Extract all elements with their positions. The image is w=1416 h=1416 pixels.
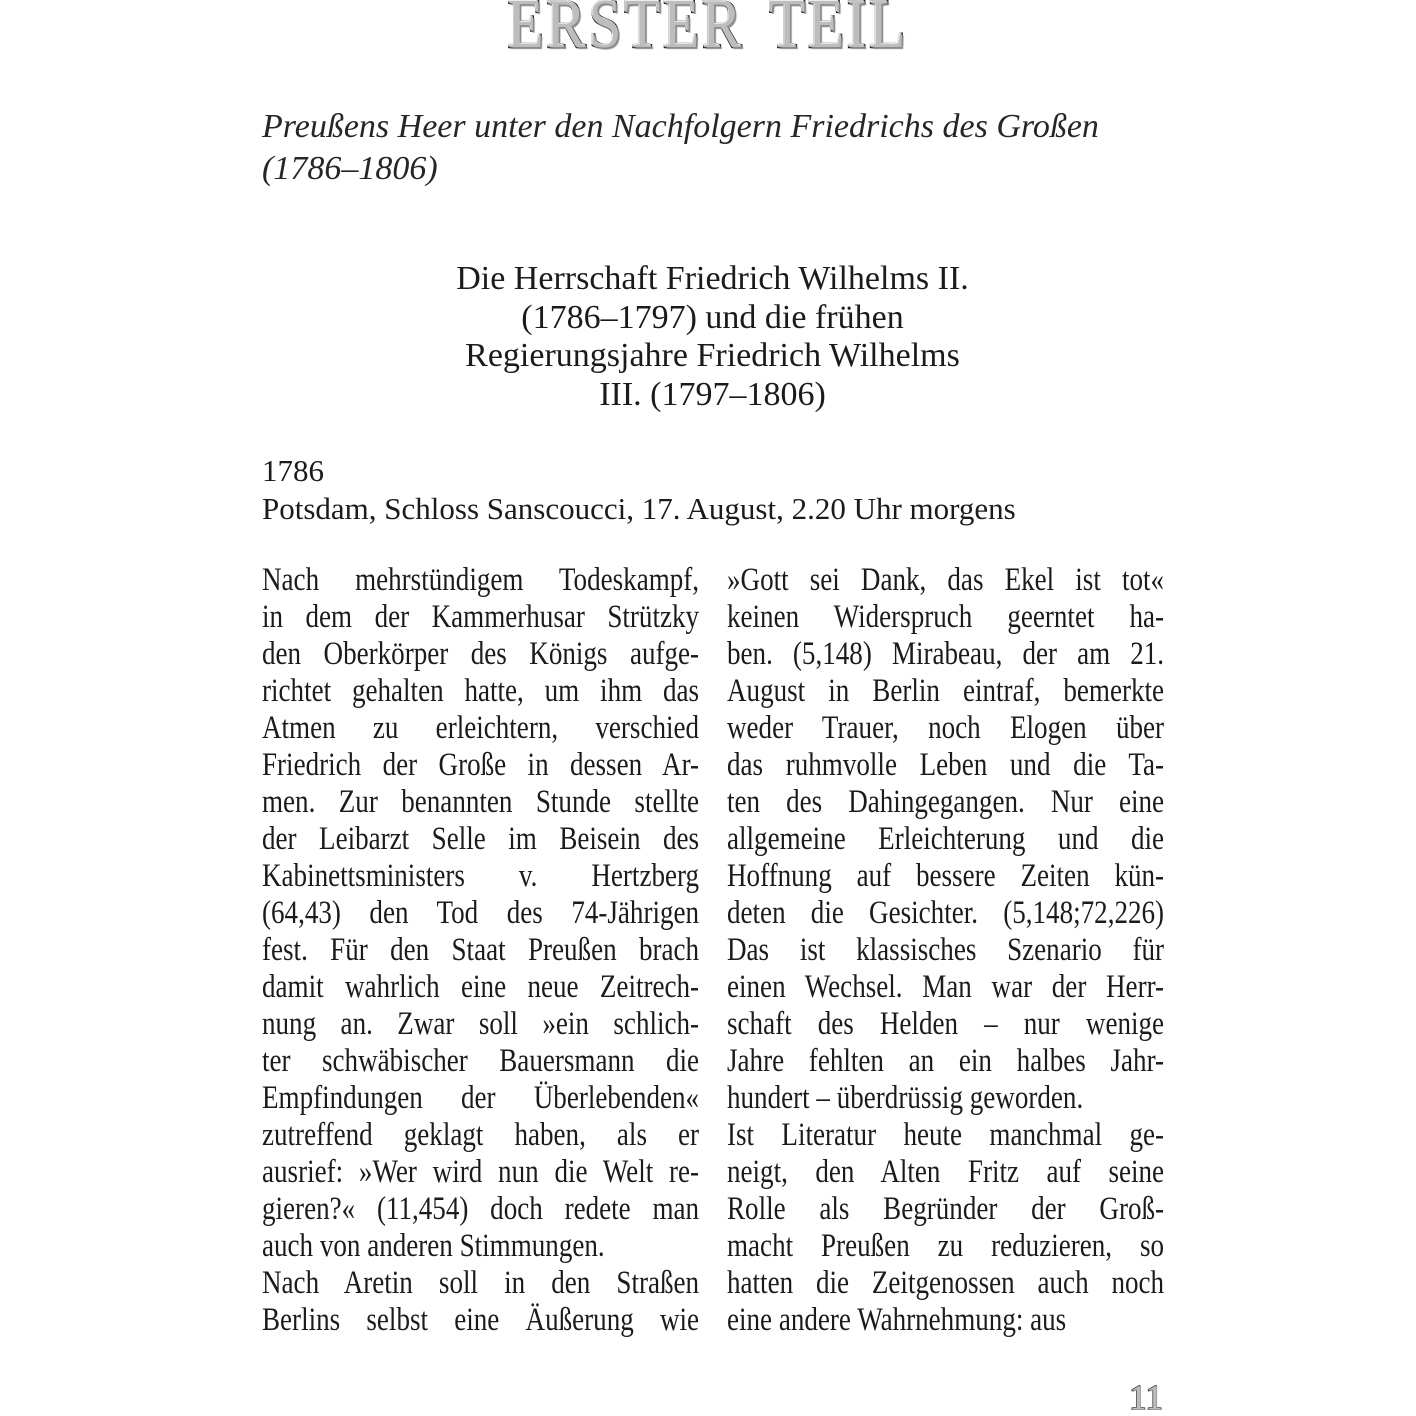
- body-text-line: eine andere Wahrnehmung: aus: [727, 1302, 1067, 1338]
- body-text-line: Nach mehrstündigem Todeskampf,: [262, 562, 700, 598]
- body-text-line: keinen Widerspruch geerntet ha-: [727, 599, 1165, 635]
- body-text-line: ter schwäbischer Bauersmann die: [262, 1043, 700, 1079]
- body-text-line: das ruhmvolle Leben und die Ta-: [727, 747, 1165, 783]
- chapter-heading-line: Die Herrschaft Friedrich Wilhelms II.: [456, 260, 969, 297]
- body-text-line: men. Zur benannten Stunde stellte: [262, 784, 700, 820]
- body-text-line: hundert – überdrüssig geworden.: [727, 1080, 1084, 1116]
- body-text-line: Ist Literatur heute manchmal ge-: [727, 1117, 1165, 1153]
- body-text-line: fest. Für den Staat Preußen brach: [262, 932, 700, 968]
- body-text-line: schaft des Helden – nur wenige: [727, 1006, 1165, 1042]
- body-text-line: der Leibarzt Selle im Beisein des: [262, 821, 700, 857]
- part-subtitle: [262, 106, 1182, 190]
- body-text-line: gieren?« (11,454) doch redete man: [262, 1191, 700, 1227]
- body-text-line: richtet gehalten hatte, um ihm das: [262, 673, 700, 709]
- body-text-line: hatten die Zeitgenossen auch noch: [727, 1265, 1165, 1301]
- chapter-heading-line: III. (1797–1806): [599, 375, 826, 413]
- body-text-line: Rolle als Begründer der Groß-: [727, 1191, 1165, 1227]
- body-text-line: Hoffnung auf bessere Zeiten kün-: [727, 858, 1165, 894]
- body-text-line: Atmen zu erleichtern, verschied: [262, 710, 700, 746]
- part-title: [0, 0, 1416, 62]
- dateline-location: Potsdam, Schloss Sanscoucci, 17. August, 2.20 Uhr morgens: [262, 491, 1016, 526]
- chapter-heading-line: (1786–1797) und die frühen: [521, 298, 904, 336]
- body-text-line: August in Berlin eintraf, bemerkte: [727, 673, 1165, 709]
- body-text-line: ten des Dahingegangen. Nur eine: [727, 784, 1165, 820]
- body-text-line: in dem der Kammerhusar Strützky: [262, 599, 700, 635]
- body-text-line: (64,43) den Tod des 74-Jährigen: [262, 895, 700, 931]
- body-column-right: [727, 562, 1164, 1339]
- body-text-line: Friedrich der Große in dessen Ar-: [262, 747, 700, 783]
- body-text-line: auch von anderen Stimmungen.: [262, 1228, 605, 1264]
- part-subtitle-line: Preußens Heer unter den Nachfolgern Friedrichs des Großen: [262, 108, 1099, 145]
- body-text-line: weder Trauer, noch Elogen über: [727, 710, 1165, 746]
- body-text-line: macht Preußen zu reduzieren, so: [727, 1228, 1165, 1264]
- body-text-line: den Oberkörper des Königs aufge-: [262, 636, 700, 672]
- body-text-line: einen Wechsel. Man war der Herr-: [727, 969, 1165, 1005]
- body-text-line: Empfindungen der Überlebenden«: [262, 1080, 700, 1116]
- dateline: [262, 452, 1163, 528]
- part-title-text: ERSTER TEIL: [507, 0, 909, 63]
- body-text-line: »Gott sei Dank, das Ekel ist tot«: [727, 562, 1165, 598]
- chapter-heading-line: Regierungsjahre Friedrich Wilhelms: [465, 337, 960, 374]
- body-text-line: Berlins selbst eine Äußerung wie: [262, 1302, 700, 1338]
- body-text-line: Das ist klassisches Szenario für: [727, 932, 1165, 968]
- chapter-heading: [262, 260, 1163, 414]
- body-text-line: Nach Aretin soll in den Straßen: [262, 1265, 700, 1301]
- body-text-line: zutreffend geklagt haben, als er: [262, 1117, 700, 1153]
- body-text-line: neigt, den Alten Fritz auf seine: [727, 1154, 1165, 1190]
- body-text-line: ben. (5,148) Mirabeau, der am 21.: [727, 636, 1165, 672]
- dateline-year: 1786: [262, 453, 324, 488]
- body-text-line: Kabinettsministers v. Hertzberg: [262, 858, 700, 894]
- page-number: 11: [1129, 1378, 1163, 1416]
- body-text-line: nung an. Zwar soll »ein schlich-: [262, 1006, 700, 1042]
- body-text-line: ausrief: »Wer wird nun die Welt re-: [262, 1154, 700, 1190]
- body-column-left: [262, 562, 699, 1339]
- body-text-line: Jahre fehlten an ein halbes Jahr-: [727, 1043, 1165, 1079]
- body-text-line: damit wahrlich eine neue Zeitrech-: [262, 969, 700, 1005]
- body-text-line: deten die Gesichter. (5,148;72,226): [727, 895, 1165, 931]
- part-subtitle-line: (1786–1806): [262, 150, 438, 187]
- body-text-line: allgemeine Erleichterung und die: [727, 821, 1165, 857]
